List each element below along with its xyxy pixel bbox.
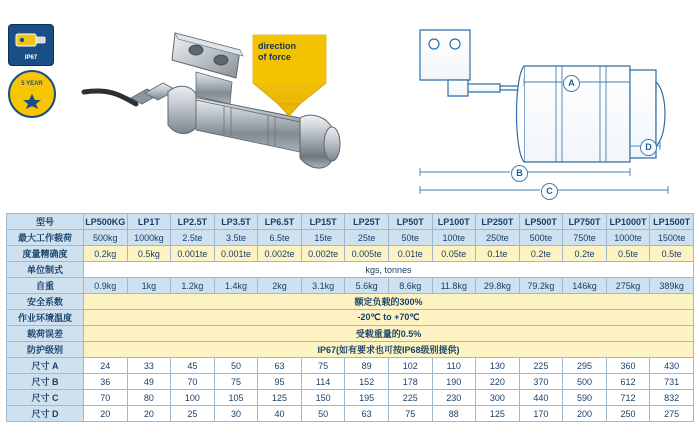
table-cell: 25 (171, 406, 215, 422)
table-cell: 0.01te (388, 246, 432, 262)
table-cell: 11.8kg (432, 278, 476, 294)
column-header: LP2.5T (171, 214, 215, 230)
table-row (7, 390, 694, 406)
table-cell: 430 (650, 358, 694, 374)
row-header: 尺寸 B (7, 374, 84, 390)
table-cell: 70 (84, 390, 128, 406)
table-cell: 370 (519, 374, 563, 390)
table-cell: 0.2kg (84, 246, 128, 262)
table-cell: 75 (301, 358, 345, 374)
table-cell: 36 (84, 374, 128, 390)
table-cell: 75 (388, 406, 432, 422)
table-cell: 110 (432, 358, 476, 374)
table-row (7, 246, 694, 262)
table-cell: 225 (519, 358, 563, 374)
table-cell: 500kg (84, 230, 128, 246)
table-cell: 712 (606, 390, 650, 406)
table-cell: 20 (84, 406, 128, 422)
table-cell: 590 (563, 390, 607, 406)
row-header: 防护级别 (7, 342, 84, 358)
table-cell: 0.5kg (127, 246, 171, 262)
illustration-svg (0, 0, 700, 210)
row-span-value: IP67(如有要求也可按IP68级别提供) (84, 342, 694, 358)
column-header: LP1500T (650, 214, 694, 230)
table-cell: 230 (432, 390, 476, 406)
row-header: 载荷误差 (7, 326, 84, 342)
dimension-label-c: C (541, 183, 558, 200)
table-cell: 114 (301, 374, 345, 390)
table-cell: 3.1kg (301, 278, 345, 294)
row-header: 自重 (7, 278, 84, 294)
column-header: LP3.5T (214, 214, 258, 230)
table-cell: 1000te (606, 230, 650, 246)
table-cell: 33 (127, 358, 171, 374)
column-header: LP500T (519, 214, 563, 230)
table-cell: 50 (301, 406, 345, 422)
table-cell: 50 (214, 358, 258, 374)
table-cell: 79.2kg (519, 278, 563, 294)
table-cell: 105 (214, 390, 258, 406)
row-header: 尺寸 A (7, 358, 84, 374)
table-cell: 389kg (650, 278, 694, 294)
ip67-rating-icon (13, 29, 49, 51)
table-cell: 440 (519, 390, 563, 406)
row-span-value: 受载重量的0.5% (84, 326, 694, 342)
table-cell: 275 (650, 406, 694, 422)
table-cell: 1.4kg (214, 278, 258, 294)
column-header: LP500KG (84, 214, 128, 230)
row-header: 度量精确度 (7, 246, 84, 262)
table-cell: 0.001te (214, 246, 258, 262)
table-cell: 125 (258, 390, 302, 406)
ip-rating-label: IP67 (24, 55, 38, 62)
warranty-badge (8, 70, 56, 118)
table-cell: 63 (345, 406, 389, 422)
table-row (7, 326, 694, 342)
dimensioned-load-cell-drawing (420, 30, 665, 162)
table-cell: 170 (519, 406, 563, 422)
table-row (7, 358, 694, 374)
row-header: 最大工作载荷 (7, 230, 84, 246)
table-cell: 731 (650, 374, 694, 390)
dimension-label-a: A (563, 75, 580, 92)
table-cell: 1.2kg (171, 278, 215, 294)
table-cell: 80 (127, 390, 171, 406)
table-cell: 1000kg (127, 230, 171, 246)
table-cell: 190 (432, 374, 476, 390)
table-row (7, 230, 694, 246)
table-cell: 360 (606, 358, 650, 374)
table-cell: 100 (171, 390, 215, 406)
table-cell: 150 (301, 390, 345, 406)
table-cell: 30 (214, 406, 258, 422)
table-cell: 75 (214, 374, 258, 390)
table-cell: 295 (563, 358, 607, 374)
row-header: 作业环境温度 (7, 310, 84, 326)
table-cell: 0.9kg (84, 278, 128, 294)
table-cell: 8.6kg (388, 278, 432, 294)
table-cell: 45 (171, 358, 215, 374)
table-header-row (7, 214, 694, 230)
row-header: 尺寸 C (7, 390, 84, 406)
ip-rating-badge (8, 24, 54, 66)
table-row (7, 294, 694, 310)
table-cell: 89 (345, 358, 389, 374)
column-header: LP1000T (606, 214, 650, 230)
table-cell: 195 (345, 390, 389, 406)
table-cell: 40 (258, 406, 302, 422)
table-row (7, 310, 694, 326)
table-cell: 300 (476, 390, 520, 406)
table-row (7, 406, 694, 422)
table-cell: 0.001te (171, 246, 215, 262)
table-cell: 63 (258, 358, 302, 374)
table-cell: 500 (563, 374, 607, 390)
column-header: LP15T (301, 214, 345, 230)
table-cell: 152 (345, 374, 389, 390)
table-cell: 20 (127, 406, 171, 422)
table-cell: 130 (476, 358, 520, 374)
table-cell: 275kg (606, 278, 650, 294)
table-cell: 2kg (258, 278, 302, 294)
table-cell: 0.002te (301, 246, 345, 262)
table-cell: 0.05te (432, 246, 476, 262)
dimension-label-b: B (511, 165, 528, 182)
table-row (7, 374, 694, 390)
table-cell: 95 (258, 374, 302, 390)
table-cell: 0.5te (606, 246, 650, 262)
table-cell: 70 (171, 374, 215, 390)
table-row (7, 278, 694, 294)
warranty-label-line1: 5 YEAR (21, 81, 43, 87)
row-span-value: -20℃ to +70℃ (84, 310, 694, 326)
column-header: LP250T (476, 214, 520, 230)
column-header: LP6.5T (258, 214, 302, 230)
table-cell: 250 (606, 406, 650, 422)
table-cell: 102 (388, 358, 432, 374)
table-cell: 200 (563, 406, 607, 422)
table-cell: 125 (476, 406, 520, 422)
specification-table (6, 213, 694, 422)
warranty-seal-icon (17, 92, 47, 110)
table-cell: 50te (388, 230, 432, 246)
table-cell: 49 (127, 374, 171, 390)
table-cell: 146kg (563, 278, 607, 294)
table-cell: 29.8kg (476, 278, 520, 294)
table-cell: 0.5te (650, 246, 694, 262)
table-cell: 0.2te (563, 246, 607, 262)
table-cell: 88 (432, 406, 476, 422)
table-cell: 0.002te (258, 246, 302, 262)
row-header: 单位制式 (7, 262, 84, 278)
table-cell: 2.5te (171, 230, 215, 246)
column-header: 型号 (7, 214, 84, 230)
table-cell: 1500te (650, 230, 694, 246)
table-cell: 225 (388, 390, 432, 406)
table-cell: 250te (476, 230, 520, 246)
column-header: LP100T (432, 214, 476, 230)
table-cell: 25te (345, 230, 389, 246)
direction-of-force-callout: direction of force (253, 35, 326, 83)
column-header: LP25T (345, 214, 389, 230)
table-cell: 750te (563, 230, 607, 246)
table-cell: 1kg (127, 278, 171, 294)
row-header: 尺寸 D (7, 406, 84, 422)
table-cell: 0.2te (519, 246, 563, 262)
table-cell: 0.005te (345, 246, 389, 262)
row-span-value: kgs, tonnes (84, 262, 694, 278)
table-row (7, 342, 694, 358)
table-cell: 3.5te (214, 230, 258, 246)
table-cell: 612 (606, 374, 650, 390)
product-illustration (0, 0, 700, 210)
table-cell: 500te (519, 230, 563, 246)
table-cell: 6.5te (258, 230, 302, 246)
table-cell: 24 (84, 358, 128, 374)
column-header: LP50T (388, 214, 432, 230)
table-cell: 100te (432, 230, 476, 246)
table-cell: 5.6kg (345, 278, 389, 294)
column-header: LP1T (127, 214, 171, 230)
table-cell: 832 (650, 390, 694, 406)
row-span-value: 额定负载的300% (84, 294, 694, 310)
row-header: 安全系数 (7, 294, 84, 310)
column-header: LP750T (563, 214, 607, 230)
table-cell: 15te (301, 230, 345, 246)
table-row (7, 262, 694, 278)
table-body (7, 230, 694, 422)
dimension-label-d: D (640, 139, 657, 156)
table-cell: 0.1te (476, 246, 520, 262)
table-cell: 178 (388, 374, 432, 390)
table-cell: 220 (476, 374, 520, 390)
